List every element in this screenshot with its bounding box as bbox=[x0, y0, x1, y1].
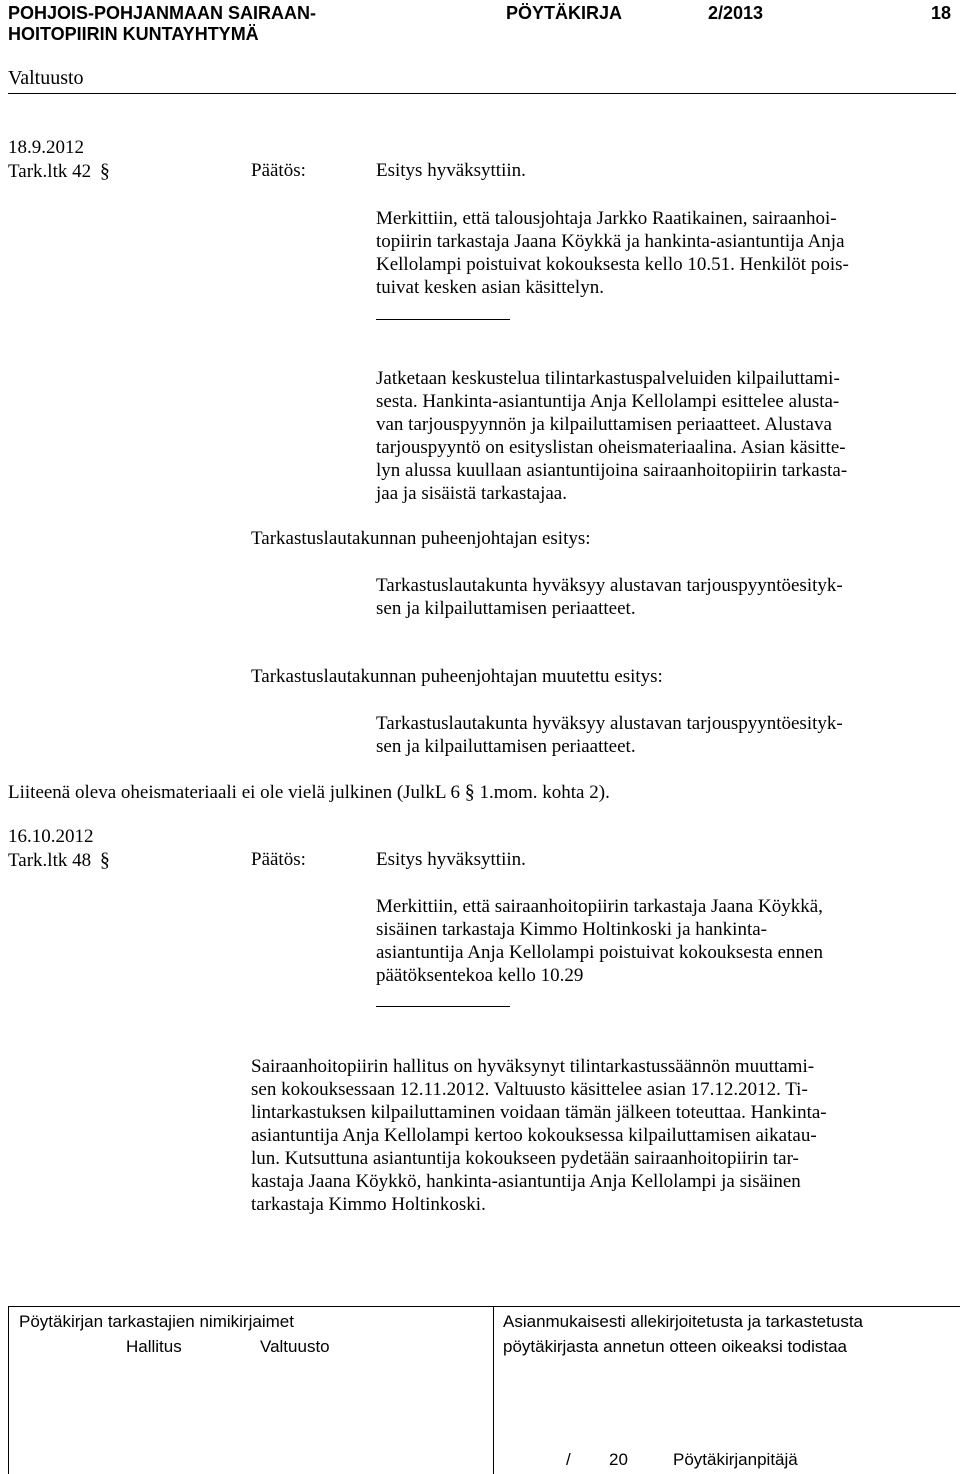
short-separator bbox=[376, 1006, 510, 1007]
summary-paragraph bbox=[251, 1055, 827, 1216]
entry2-decision: Esitys hyväksyttiin. bbox=[376, 849, 526, 870]
summary-line: kastaja Jaana Köykkö, hankinta-asiantuntija Anja Kellolampi ja sisäinen bbox=[251, 1171, 801, 1192]
proposal-line: sen ja kilpailuttamisen periaatteet. bbox=[376, 598, 636, 619]
page-number: 18 bbox=[931, 3, 952, 23]
summary-line: asiantuntija Anja Kellolampi kertoo kokouksessa kilpailuttamisen aikatau- bbox=[251, 1125, 817, 1146]
header-rule bbox=[8, 93, 956, 94]
year-prefix: 20 bbox=[609, 1450, 628, 1469]
entry1-discussion bbox=[376, 367, 847, 505]
changed-proposal-text bbox=[376, 712, 843, 758]
note-line: Merkittiin, että sairaanhoitopiirin tarkastaja Jaana Köykkä, bbox=[376, 896, 823, 917]
attachment-note bbox=[8, 781, 610, 804]
section-sign: § bbox=[99, 160, 110, 182]
entry2-decision-label: Päätös: bbox=[251, 849, 306, 870]
proposal-heading: Tarkastuslautakunnan puheenjohtajan esitys: bbox=[251, 528, 591, 549]
initials-valtuusto: Valtuusto bbox=[260, 1337, 330, 1356]
document-number: 2/2013 bbox=[708, 3, 764, 23]
document-type: PÖYTÄKIRJA bbox=[506, 3, 623, 23]
entry2-reference bbox=[8, 849, 110, 872]
entry1-decision-label: Päätös: bbox=[251, 160, 306, 181]
note-line: Merkittiin, että talousjohtaja Jarkko Raatikainen, sairaanhoi- bbox=[376, 208, 837, 229]
initials-heading: Pöytäkirjan tarkastajien nimikirjaimet bbox=[19, 1312, 294, 1331]
organization-name-line2: HOITOPIIRIN KUNTAYHTYMÄ bbox=[8, 24, 259, 44]
date-slash: / bbox=[566, 1450, 571, 1469]
certification-line1: Asianmukaisesti allekirjoitetusta ja tarkastetusta bbox=[503, 1312, 863, 1331]
body-name: Valtuusto bbox=[8, 67, 84, 89]
note-line: asiantuntija Anja Kellolampi poistuivat kokouksesta ennen bbox=[376, 942, 823, 963]
entry1-reference bbox=[8, 160, 110, 183]
discussion-line: tarjouspyyntö on esityslistan oheismateriaalina. Asian käsitte- bbox=[376, 437, 846, 458]
summary-line: lun. Kutsuttuna asiantuntija kokoukseen pydetään sairaanhoitopiirin tar- bbox=[251, 1148, 799, 1169]
entry1-ref: Tark.ltk 42 bbox=[8, 161, 92, 182]
note-line: tuivat kesken asian käsittelyn. bbox=[376, 277, 604, 298]
summary-line: Sairaanhoitopiirin hallitus on hyväksynyt tilintarkastussäännön muuttami- bbox=[251, 1056, 815, 1077]
changed-proposal-line: sen ja kilpailuttamisen periaatteet. bbox=[376, 736, 636, 757]
note-line: topiirin tarkastaja Jaana Köykkä ja hankinta-asiantuntija Anja bbox=[376, 231, 845, 252]
minutes-keeper: Pöytäkirjanpitäjä bbox=[673, 1450, 798, 1469]
note-line: päätöksentekoa kello 10.29 bbox=[376, 965, 584, 986]
discussion-line: van tarjouspyynnön ja kilpailuttamisen periaatteet. Alustava bbox=[376, 414, 832, 435]
entry1-decision: Esitys hyväksyttiin. bbox=[376, 160, 526, 181]
certification-line2: pöytäkirjasta annetun otteen oikeaksi todistaa bbox=[503, 1337, 848, 1356]
attachment-text: Liiteenä oleva oheismateriaali ei ole vielä julkinen (JulkL 6 bbox=[8, 782, 460, 803]
discussion-line: jaa ja sisäistä tarkastajaa. bbox=[376, 483, 567, 504]
attachment-tail: 1.mom. kohta 2). bbox=[479, 782, 610, 803]
summary-line: tarkastaja Kimmo Holtinkoski. bbox=[251, 1194, 486, 1215]
discussion-line: lyn alussa kuullaan asiantuntijoina sairaanhoitopiirin tarkasta- bbox=[376, 460, 848, 481]
section-sign: § bbox=[99, 849, 110, 871]
discussion-line: Jatketaan keskustelua tilintarkastuspalveluiden kilpailuttami- bbox=[376, 368, 840, 389]
discussion-line: sesta. Hankinta-asiantuntija Anja Kellolampi esittelee alusta- bbox=[376, 391, 840, 412]
note-line: Kellolampi poistuivat kokouksesta kello 10.51. Henkilöt pois- bbox=[376, 254, 849, 275]
proposal-text bbox=[376, 574, 843, 620]
summary-line: lintarkastuksen kilpailuttaminen voidaan tämän jälkeen toteuttaa. Hankinta- bbox=[251, 1102, 827, 1123]
note-line: sisäinen tarkastaja Kimmo Holtinkoski ja hankinta- bbox=[376, 919, 768, 940]
entry2-note bbox=[376, 895, 823, 987]
entry1-note bbox=[376, 207, 849, 299]
summary-line: sen kokouksessaan 12.11.2012. Valtuusto käsittelee asian 17.12.2012. Ti- bbox=[251, 1079, 808, 1100]
short-separator bbox=[376, 319, 510, 320]
changed-proposal-line: Tarkastuslautakunta hyväksyy alustavan tarjouspyyntöesityk- bbox=[376, 713, 843, 734]
initials-hallitus: Hallitus bbox=[126, 1337, 182, 1356]
entry2-date: 16.10.2012 bbox=[8, 826, 94, 847]
entry1-date: 18.9.2012 bbox=[8, 137, 84, 158]
organization-name-line1: POHJOIS-POHJANMAAN SAIRAAN- bbox=[8, 3, 317, 23]
entry2-ref: Tark.ltk 48 bbox=[8, 850, 92, 871]
proposal-line: Tarkastuslautakunta hyväksyy alustavan tarjouspyyntöesityk- bbox=[376, 575, 843, 596]
changed-proposal-heading: Tarkastuslautakunnan puheenjohtajan muutettu esitys: bbox=[251, 666, 663, 687]
section-sign: § bbox=[464, 781, 475, 803]
